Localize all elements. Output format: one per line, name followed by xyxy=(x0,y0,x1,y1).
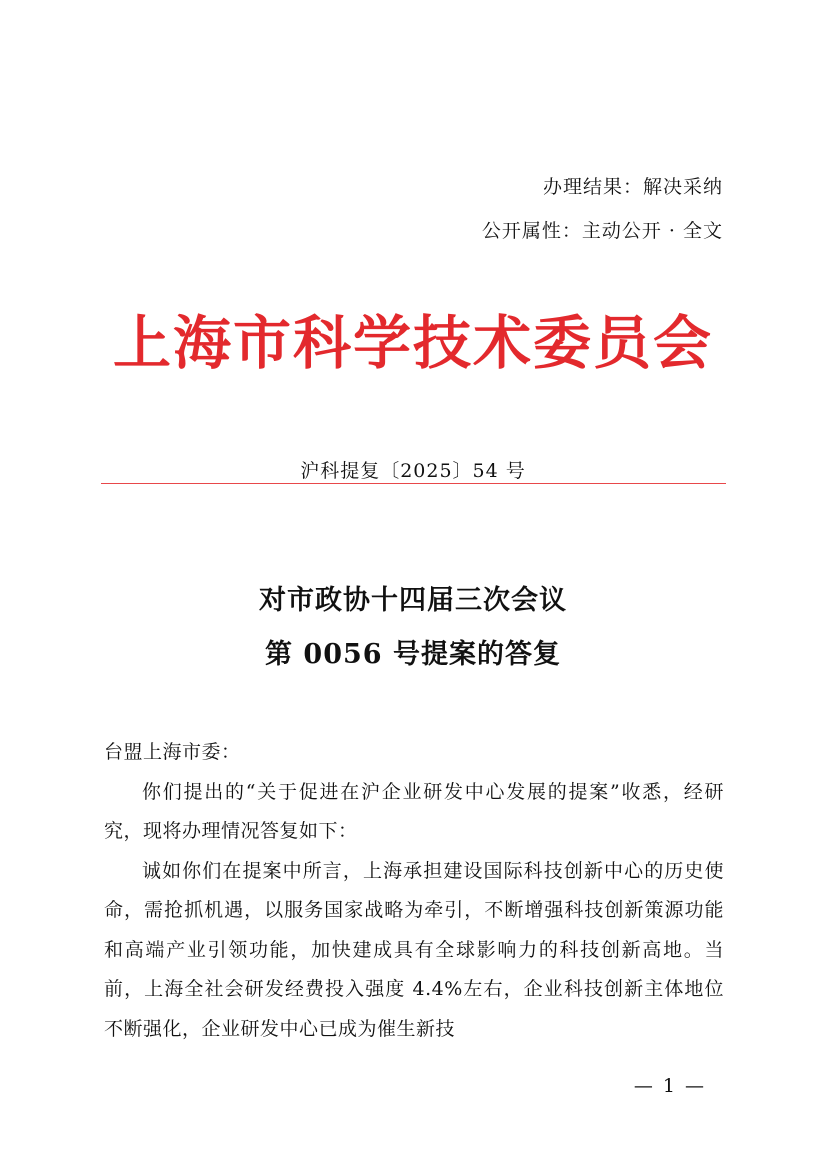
page-number: — 1 — xyxy=(633,1075,706,1097)
body-paragraph-2: 诚如你们在提案中所言，上海承担建设国际科技创新中心的历史使命，需抢抓机遇，以服务国家战略为牵引，不断增强科技创新策源功能和高端产业引领功能，加快建成具有全球影响力的科技创新高地。当前，上海全社会研发经费投入强度 4.4%左右，企业科技创新主体地位不断强化，企业研发中心已成为催生新技 xyxy=(104,859,724,1040)
handling-result-label: 办理结果：解决采纳 xyxy=(542,176,723,198)
document-title-line-1: 对市政协十四届三次会议 xyxy=(259,585,567,616)
agency-header-title: 上海市科学技术委员会 xyxy=(112,309,713,377)
header-divider-line xyxy=(101,483,726,484)
body-paragraph-1: 你们提出的“关于促进在沪企业研发中心发展的提案”收悉，经研究，现将办理情况答复如下： xyxy=(104,780,724,842)
document-title-line-2: 第 0056 号提案的答复 xyxy=(265,639,561,670)
disclosure-attribute-label: 公开属性：主动公开 · 全文 xyxy=(481,220,723,242)
document-body xyxy=(104,733,724,1049)
document-number: 沪科提复〔2025〕54 号 xyxy=(300,460,526,482)
salutation: 台盟上海市委： xyxy=(104,741,241,763)
